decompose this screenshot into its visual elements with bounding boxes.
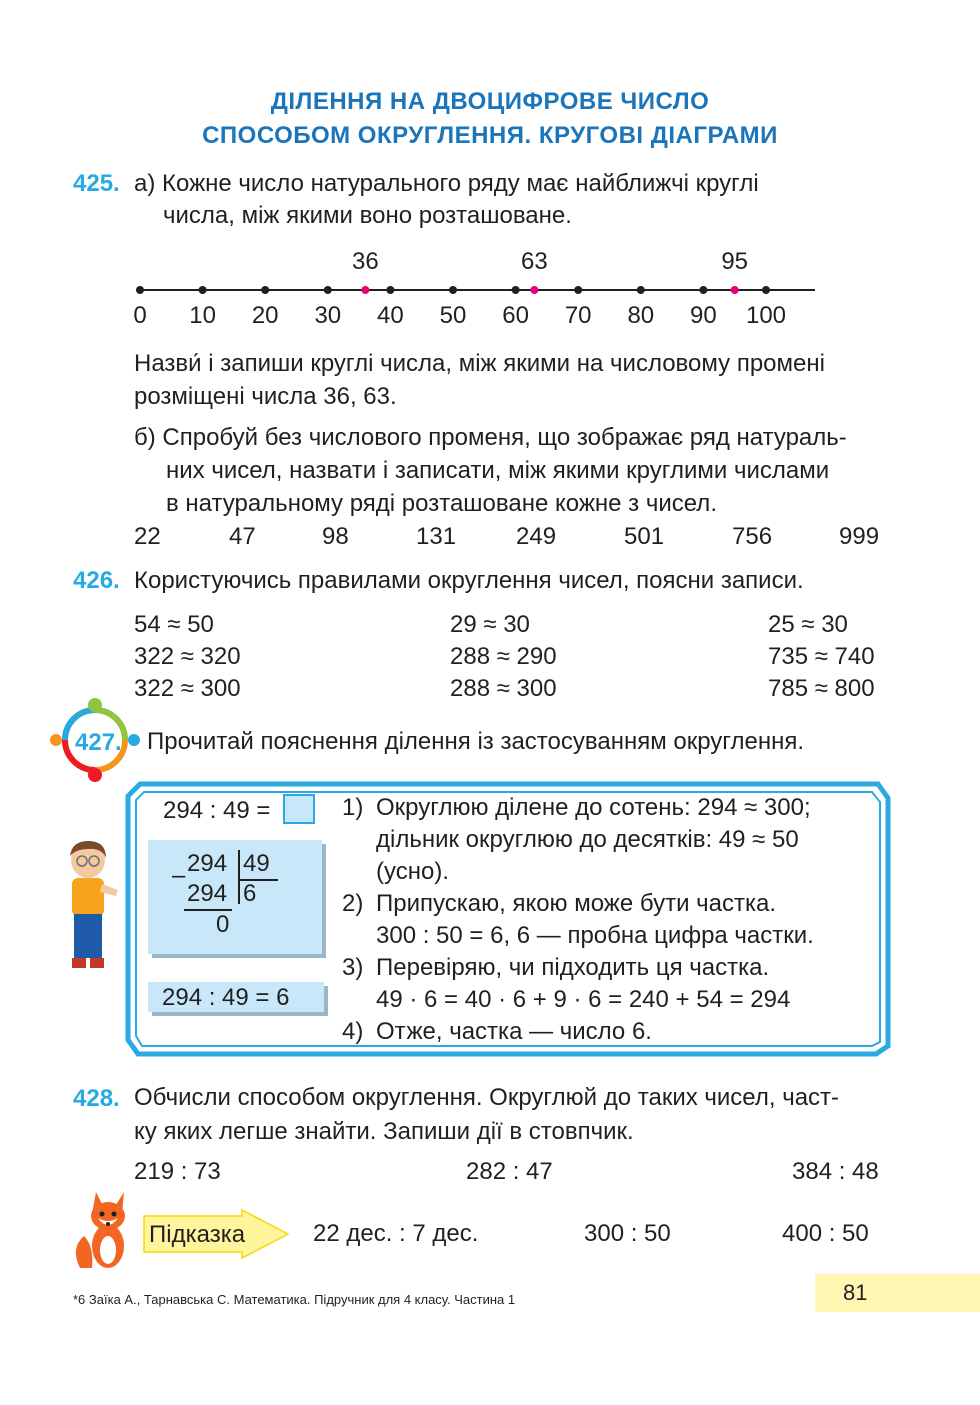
ex425-number: 999 xyxy=(839,523,880,550)
ex425-number: 47 xyxy=(229,523,256,550)
ex428-task: 282 : 47 xyxy=(466,1158,553,1185)
division-remainder: 0 xyxy=(216,911,230,938)
ex426-col2-row3: 288 ≈ 300 xyxy=(450,675,557,702)
ex425-part-a-line2: числа, між якими воно розташоване. xyxy=(163,202,572,229)
ex425-number: 98 xyxy=(322,523,349,550)
ex425-part-b-line3: в натуральному ряді розташоване кожне з чисел. xyxy=(166,490,717,517)
division-quotient: 6 xyxy=(243,880,257,907)
number-line-tick-label: 0 xyxy=(133,302,147,329)
exercise-number-428: 428. xyxy=(73,1085,120,1112)
number-line-highlight-point xyxy=(731,286,739,294)
step-number: 4) xyxy=(342,1018,364,1045)
ex426-col1-row2: 322 ≈ 320 xyxy=(134,643,241,670)
exercise-number-427: 427. xyxy=(75,729,122,756)
ex425-number: 249 xyxy=(516,523,557,550)
number-line-tick-label: 30 xyxy=(314,302,342,329)
page-number: 81 xyxy=(843,1280,868,1305)
step-line: (усно). xyxy=(376,858,449,885)
ex425-number: 501 xyxy=(624,523,665,550)
number-line-tick-label: 50 xyxy=(439,302,467,329)
number-line-tick-label: 90 xyxy=(690,302,717,329)
number-line-tick xyxy=(136,286,144,294)
footer-source: *6 Заїка А., Тарнавська С. Математика. Підручник для 4 класу. Частина 1 xyxy=(73,1292,516,1307)
number-line-tick-label: 70 xyxy=(564,302,592,329)
hint-value: 400 : 50 xyxy=(782,1220,869,1247)
division-lines xyxy=(148,840,322,954)
ex425-number: 22 xyxy=(134,523,161,550)
page-title-line1: ДІЛЕННЯ НА ДВОЦИФРОВЕ ЧИСЛО xyxy=(270,88,710,115)
fox-illustration xyxy=(70,1188,142,1270)
exercise-number-425: 425. xyxy=(73,170,120,197)
ex425-part-b-line1: б) Спробуй без числового променя, що зображає ряд натураль- xyxy=(134,424,847,451)
number-line-tick xyxy=(574,286,582,294)
division-dividend: 294 xyxy=(187,850,228,877)
ex426-col3-row3: 785 ≈ 800 xyxy=(768,675,875,702)
number-line-highlight-label: 36 xyxy=(352,248,379,275)
hint-value: 22 дес. : 7 дес. xyxy=(313,1220,479,1247)
answer-box xyxy=(283,794,315,824)
exercise-number-426: 426. xyxy=(73,567,120,594)
ex426-col3-row2: 735 ≈ 740 xyxy=(768,643,875,670)
number-line-tick xyxy=(449,286,457,294)
number-line-highlight-label: 63 xyxy=(521,248,548,275)
step-line: Припускаю, якою може бути частка. xyxy=(376,890,777,917)
ex426-col1-row1: 54 ≈ 50 xyxy=(134,611,214,638)
ex425-part-a-line1: а) Кожне число натурального ряду має найближчі круглі xyxy=(134,170,759,197)
number-line-tick xyxy=(699,286,707,294)
ex427-text: Прочитай пояснення ділення із застосуванням округлення. xyxy=(147,728,805,755)
number-line-highlight-point xyxy=(361,286,369,294)
boy-illustration xyxy=(62,838,128,980)
number-line-tick-label: 10 xyxy=(189,302,216,329)
number-line-tick xyxy=(324,286,332,294)
division-subtrahend: 294 xyxy=(187,880,228,907)
step-line: дільник округлюю до десятків: 49 ≈ 50 xyxy=(376,826,799,853)
division-divisor: 49 xyxy=(243,850,270,877)
ex427-equation: 294 : 49 = xyxy=(163,797,271,824)
ex426-col3-row1: 25 ≈ 30 xyxy=(768,611,848,638)
step-number: 3) xyxy=(342,954,364,981)
number-line-tick-label: 60 xyxy=(502,302,529,329)
number-line-tick-label: 20 xyxy=(251,302,279,329)
ex425-part-b-line2: них чисел, назвати і записати, між якими круглими числами xyxy=(166,457,830,484)
hint-value: 300 : 50 xyxy=(584,1220,671,1247)
step-number: 1) xyxy=(342,794,364,821)
ex425-task-line1: Назви́ і запиши круглі числа, між якими на числовому промені xyxy=(134,350,825,377)
step-number: 2) xyxy=(342,890,364,917)
step-line: Перевіряю, чи підходить ця частка. xyxy=(376,954,770,981)
number-line-tick xyxy=(199,286,207,294)
ex426-col2-row1: 29 ≈ 30 xyxy=(450,611,530,638)
ex428-line1: Обчисли способом округлення. Округлюй до таких чисел, част- xyxy=(134,1084,840,1111)
number-line-tick-label: 80 xyxy=(627,302,655,329)
number-line-tick-label: 100 xyxy=(745,302,787,329)
ex426-text: Користуючись правилами округлення чисел, поясни записи. xyxy=(134,567,804,594)
page-number-badge xyxy=(815,1274,980,1312)
ex428-task: 384 : 48 xyxy=(792,1158,879,1185)
number-line-tick xyxy=(762,286,770,294)
number-line-tick-label: 40 xyxy=(377,302,404,329)
page-title-line2: СПОСОБОМ ОКРУГЛЕННЯ. КРУГОВІ ДІАГРАМИ xyxy=(202,122,778,149)
ex428-task: 219 : 73 xyxy=(134,1158,221,1185)
minus-sign: – xyxy=(172,862,186,889)
ex425-number: 756 xyxy=(732,523,773,550)
number-line-tick xyxy=(261,286,269,294)
ex426-col2-row2: 288 ≈ 290 xyxy=(450,643,557,670)
number-line-highlight-label: 95 xyxy=(721,248,749,275)
hint-label: Підказка xyxy=(149,1221,246,1248)
number-line-tick xyxy=(386,286,394,294)
step-line: Округлюю ділене до сотень: 294 ≈ 300; xyxy=(376,794,811,821)
step-line: 300 : 50 = 6, 6 — пробна цифра частки. xyxy=(376,922,814,949)
step-line: 49 · 6 = 40 · 6 + 9 · 6 = 240 + 54 = 294 xyxy=(376,986,791,1013)
ex426-col1-row3: 322 ≈ 300 xyxy=(134,675,241,702)
ex425-number: 131 xyxy=(416,523,457,550)
number-line-tick xyxy=(637,286,645,294)
division-result: 294 : 49 = 6 xyxy=(162,984,290,1011)
ex425-task-line2: розміщені числа 36, 63. xyxy=(134,383,397,410)
ex428-line2: ку яких легше знайти. Запиши дії в стовпчик. xyxy=(134,1118,634,1145)
number-line-tick xyxy=(512,286,520,294)
number-line-highlight-point xyxy=(530,286,538,294)
step-line: Отже, частка — число 6. xyxy=(376,1018,652,1045)
